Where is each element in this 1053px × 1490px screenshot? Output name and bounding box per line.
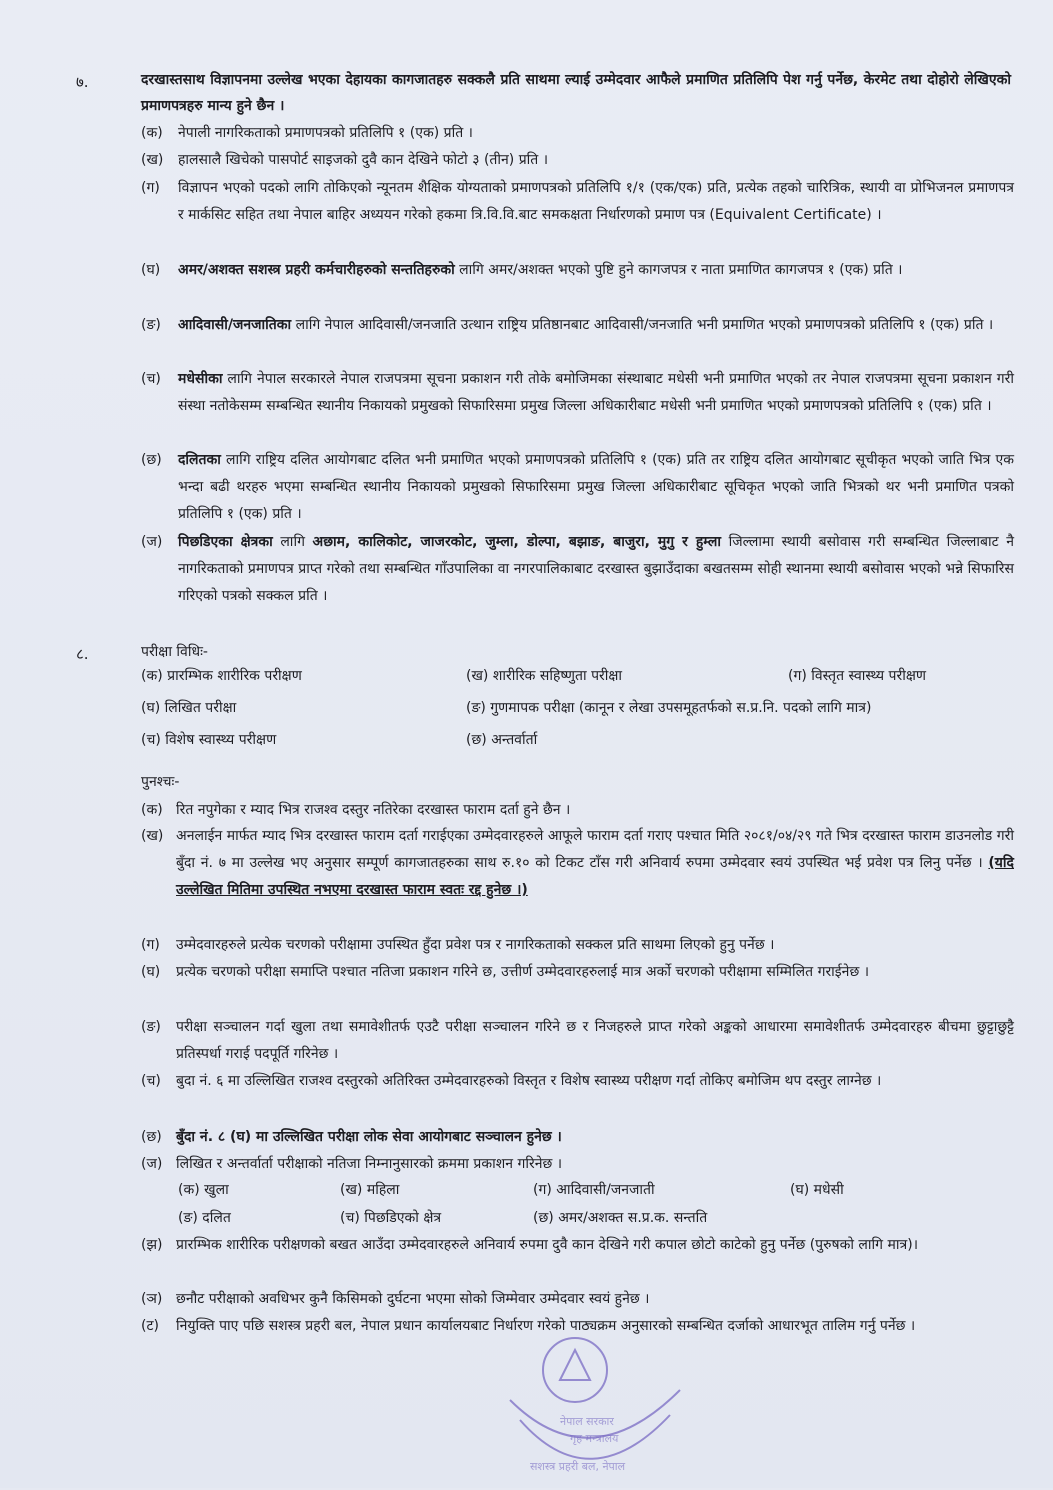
note-nya: (ञ) छनौट परीक्षाको अवधिभर कुनै किसिमको दुर्घटना भएमा सोको जिम्मेवार उम्मेदवार स्वयं हुनेछ । [141, 1291, 650, 1307]
s7-item-gha: (घ) अमर/अशक्त सशस्त्र प्रहरी कर्मचारीहरुको सन्ततिहरुको लागि अमर/अशक्त भएको पुष्टि हुने कागजपत्र र नाता प्रमाणित कागजपत्र १ (एक) प्रति । [141, 262, 903, 278]
notes-title: पुनश्चः- [141, 774, 180, 790]
s7-item-nga: (ङ) आदिवासी/जनजातिका लागि नेपाल आदिवासी/जनजाति उत्थान राष्ट्रिय प्रतिष्ठानबाट आदिवासी/जनजाति भनी प्रमाणित भएको प्रमाणपत्रको प्रतिलिपि १ (एक) प्रति । [141, 317, 994, 333]
note-ka: (क) रित नपुगेका र म्याद भित्र राजश्व दस्तुर नतिरेका दरखास्त फाराम दर्ता हुने छैन । [141, 802, 571, 818]
s7-item-cha: (च) मधेसीका लागि नेपाल सरकारले नेपाल राजपत्रमा सूचना प्रकाशन गरी तोके बमोजिमका संस्थाबाट मधेसी भनी प्रमाणित भएको तर नेपाल राजपत्रमा सूचना प्रकाशन गरी संस्था नतोकेसम्म सम्बन्धित स्थानीय निकायको प्रमुखको सिफारिसमा प्रमुख जिल्ला अधिकारीबाट मधेसी भनी प्रमाणित भएको प्रमाणपत्रको प्रतिलिपि १ (एक) प्रति । [141, 371, 1014, 414]
note-kha: (ख) अनलाईन मार्फत म्याद भित्र दरखास्त फाराम दर्ता गराईएका उम्मेदवारहरुले आफूले फाराम दर्ता गराए पश्चात मिति २०८१/०४/२९ गते भित्र दरखास्त फाराम डाउनलोड गरी बुँदा नं. ७ मा उल्लेख भए अनुसार सम्पूर्ण कागजातहरुका साथ रु.१० को टिकट टाँस गरी अनिवार्य रुपमा उम्मेदवार स्वयं उपस्थित भई प्रवेश पत्र लिनु पर्नेछ । (यदि उल्लेखित मितिमा उपस्थित नभएमा दरखास्त फाराम स्वतः रद्द हुनेछ ।) [141, 828, 1014, 898]
section-8-title: परीक्षा विधिः- [141, 644, 208, 660]
note-jha: (झ) प्रारम्भिक शारीरिक परीक्षणको बखत आउँदा उम्मेदवारहरुले अनिवार्य रुपमा दुवै कान देखिने गरी कपाल छोटो काटेको हुनु पर्नेछ (पुरुषको लागि मात्र)। [141, 1237, 918, 1253]
note-ta: (ट) नियुक्ति पाए पछि सशस्त्र प्रहरी बल, नेपाल प्रधान कार्यालयबाट निर्धारण गरेको पाठ्यक्रम अनुसारको सम्बन्धित दर्जाको आधारभूत तालिम गर्नु पर्नेछ । [141, 1318, 916, 1334]
order-ga: (ग) आदिवासी/जनजाती [533, 1182, 655, 1198]
order-gha: (घ) मधेसी [790, 1182, 844, 1198]
order-ka: (क) खुला [178, 1182, 229, 1198]
method-cha: (च) विशेष स्वास्थ्य परीक्षण [141, 732, 277, 748]
method-kha: (ख) शारीरिक सहिष्णुता परीक्षा [466, 668, 623, 684]
method-chha: (छ) अन्तर्वार्ता [466, 732, 538, 748]
svg-text:गृह मन्त्रालय: गृह मन्त्रालय [570, 1432, 619, 1445]
note-ja: (ज) लिखित र अन्तर्वार्ता परीक्षाको नतिजा निम्नानुसारको क्रममा प्रकाशन गरिनेछ । [141, 1156, 563, 1172]
note-ga: (ग) उम्मेदवारहरुले प्रत्येक चरणको परीक्षामा उपस्थित हुँदा प्रवेश पत्र र नागरिकताको सक्कल प्रति साथमा लिएको हुनु पर्नेछ । [141, 937, 775, 953]
method-nga: (ङ) गुणमापक परीक्षा (कानून र लेखा उपसमूहतर्फको स.प्र.नि. पदको लागि मात्र) [466, 700, 872, 716]
office-seal-stamp [490, 1330, 710, 1490]
method-gha: (घ) लिखित परीक्षा [141, 700, 237, 716]
svg-text:सशस्त्र प्रहरी बल, नेपाल: सशस्त्र प्रहरी बल, नेपाल [530, 1460, 626, 1473]
s7-item-ga: (ग) विज्ञापन भएको पदको लागि तोकिएको न्यूनतम शैक्षिक योग्यताको प्रमाणपत्रको प्रतिलिपि १/१ (एक/एक) प्रति, प्रत्येक तहको चारित्रिक, स्थायी वा प्रोभिजनल प्रमाणपत्र र मार्कसिट सहित तथा नेपाल बाहिर अध्ययन गरेको हकमा त्रि.वि.वि.बाट समकक्षता निर्धारणको प्रमाण पत्र (Equivalent Certificate) । [141, 180, 1014, 223]
s7-item-kha: (ख) हालसालै खिचेको पासपोर्ट साइजको दुवै कान देखिने फोटो ३ (तीन) प्रति । [141, 152, 549, 168]
s7-item-ka: (क) नेपाली नागरिकताको प्रमाणपत्रको प्रतिलिपि १ (एक) प्रति । [141, 125, 473, 141]
s7-item-chha: (छ) दलितका लागि राष्ट्रिय दलित आयोगबाट दलित भनी प्रमाणित भएको प्रमाणपत्रको प्रतिलिपि १ (एक) प्रति तर राष्ट्रिय दलित आयोगबाट सूचीकृत भएको जाति भित्र एक भन्दा बढी थरहरु भएमा सम्बन्धित स्थानीय निकायको प्रमुखको सिफारिसमा प्रमुख जिल्ला अधिकारीबाट सूचिकृत भएको जाति भित्रको थर भनी प्रमाणित पत्रको प्रतिलिपि १ (एक) प्रति । [141, 452, 1014, 522]
order-kha: (ख) महिला [340, 1182, 400, 1198]
section-7-intro: दरखास्तसाथ विज्ञापनमा उल्लेख भएका देहायका कागजातहरु सक्कलै प्रति साथमा ल्याई उम्मेदवार आफैले प्रमाणित प्रतिलिपि पेश गर्नु पर्नेछ, केरमेट तथा दोहोरो लेखिएको प्रमाणपत्रहरु मान्य हुने छैन । [141, 72, 1011, 114]
svg-text:नेपाल सरकार: नेपाल सरकार [560, 1415, 614, 1428]
s7-item-ja: (ज) पिछडिएका क्षेत्रका लागि अछाम, कालिकोट, जाजरकोट, जुम्ला, डोल्पा, बझाङ, बाजुरा, मुगु र हुम्ला जिल्लामा स्थायी बसोवास गरी सम्बन्धित जिल्लाबाट नै नागरिकताको प्रमाणपत्र प्राप्त गरेको तथा सम्बन्धित गाँउपालिका वा नगरपालिकाबाट दरखास्त बुझाउँदाका बखतसम्म सोही स्थानमा स्थायी बसोवास भएको भन्ने सिफारिस गरिएको पत्रको सक्कल प्रति । [141, 534, 1015, 604]
method-ga: (ग) विस्तृत स्वास्थ्य परीक्षण [788, 668, 926, 684]
section-7-number: ७. [76, 73, 89, 91]
note-gha: (घ) प्रत्येक चरणको परीक्षा समाप्ति पश्चात नतिजा प्रकाशन गरिने छ, उत्तीर्ण उम्मेदवारहरुलाई मात्र अर्को चरणको परीक्षामा सम्मिलित गराईनेछ । [141, 964, 870, 980]
note-chha: (छ) बुँदा नं. ८ (घ) मा उल्लिखित परीक्षा लोक सेवा आयोगबाट सञ्चालन हुनेछ । [141, 1129, 562, 1145]
note-cha: (च) बुदा नं. ६ मा उल्लिखित राजश्व दस्तुरको अतिरिक्त उम्मेदवारहरुको विस्तृत र विशेष स्वास्थ्य परीक्षण गर्दा तोकिए बमोजिम थप दस्तुर लाग्नेछ । [141, 1073, 882, 1089]
order-nga: (ङ) दलित [178, 1210, 231, 1226]
order-chha: (छ) अमर/अशक्त स.प्र.क. सन्तति [533, 1210, 708, 1226]
note-nga: (ङ) परीक्षा सञ्चालन गर्दा खुला तथा समावेशीतर्फ एउटै परीक्षा सञ्चालन गरिने छ र निजहरुले प्राप्त गरेको अङ्कको आधारमा समावेशीतर्फ उम्मेदवारहरु बीचमा छुट्टाछुट्टै प्रतिस्पर्धा गराई पदपूर्ति गरिनेछ । [141, 1019, 1014, 1062]
method-ka: (क) प्रारम्भिक शारीरिक परीक्षण [141, 668, 302, 684]
section-8-number: ८. [76, 645, 89, 663]
order-cha: (च) पिछडिएको क्षेत्र [340, 1210, 442, 1226]
